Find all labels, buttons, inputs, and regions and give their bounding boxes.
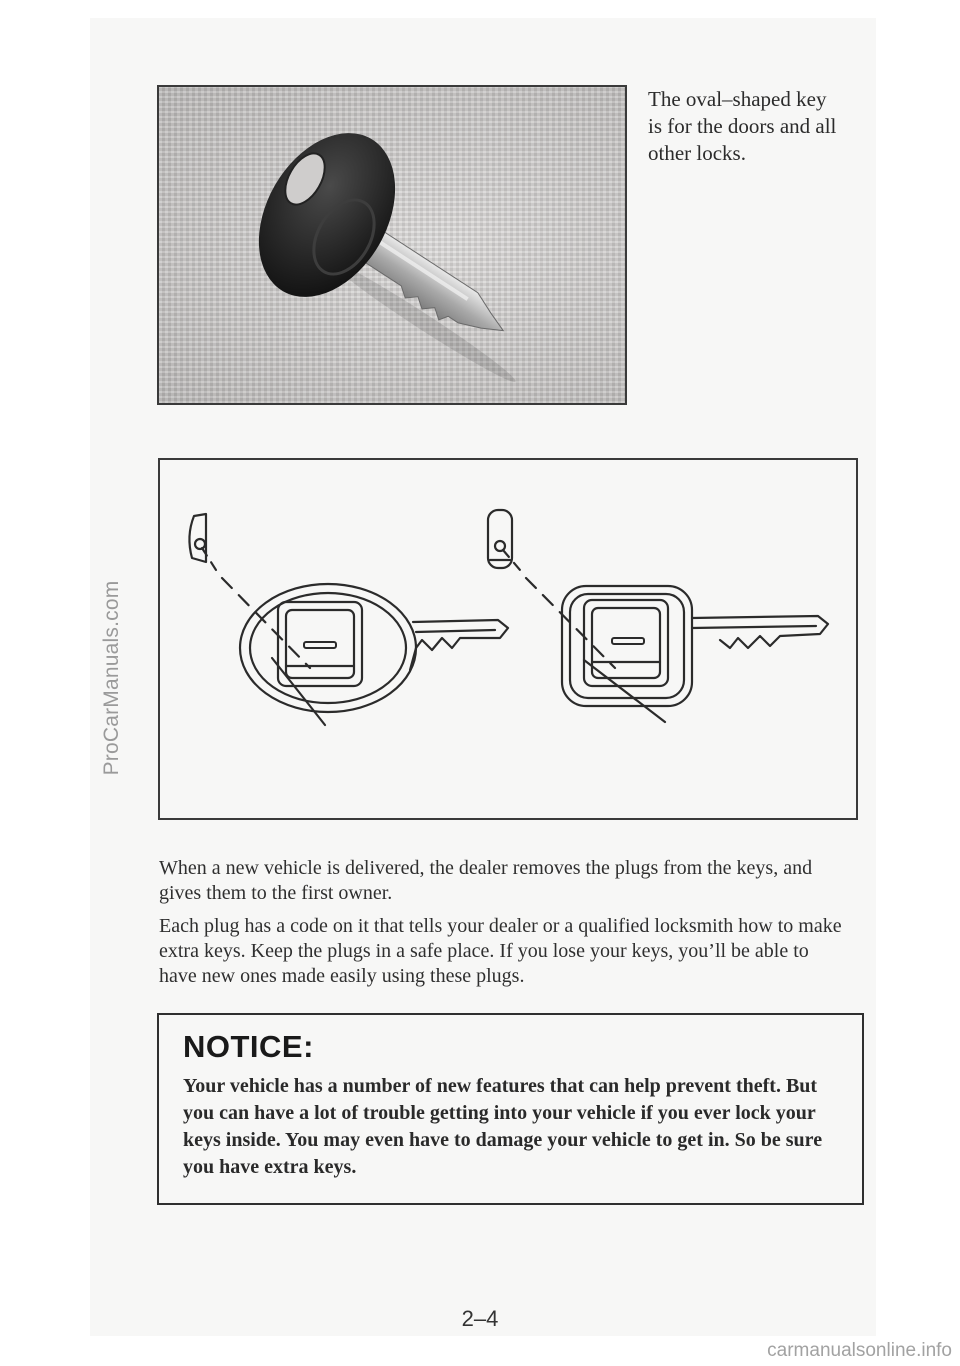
caption-line-3: other locks.	[648, 141, 746, 165]
notice-title: NOTICE:	[183, 1029, 314, 1064]
left-plug-icon	[189, 514, 206, 562]
right-plug-icon	[488, 510, 512, 568]
body-text	[159, 856, 849, 997]
body-paragraph-1: When a new vehicle is delivered, the dealer removes the plugs from the keys, and gives them to the first owner.	[159, 857, 813, 904]
page-number: 2–4	[461, 1306, 499, 1331]
left-key-icon	[240, 584, 508, 712]
side-watermark: ProCarManuals.com	[100, 580, 123, 776]
oval-key-photo	[157, 85, 627, 405]
bottom-watermark: carmanualsonline.info	[767, 1340, 952, 1361]
key-plug-diagram	[158, 458, 858, 820]
right-key-icon	[562, 586, 828, 706]
caption-line-1: The oval–shaped key	[648, 87, 827, 111]
key-plug-diagram-icon	[160, 460, 856, 818]
notice-box	[157, 1013, 864, 1205]
notice-text: Your vehicle has a number of new features that can help prevent theft. But you can have a lot of trouble getting into your vehicle if you ever lock your keys inside. You may even have to damage your vehicle to get in. So be sure you have extra keys.	[183, 1075, 823, 1178]
body-paragraph-2: Each plug has a code on it that tells your dealer or a qualified locksmith how to make extra keys. Keep the plugs in a safe place. If you lose your keys, you’ll be able to have new ones made easily using these plugs.	[159, 915, 842, 987]
caption-line-2: is for the doors and all	[648, 114, 837, 138]
photo-caption	[648, 86, 868, 167]
oval-key-icon	[159, 87, 625, 403]
